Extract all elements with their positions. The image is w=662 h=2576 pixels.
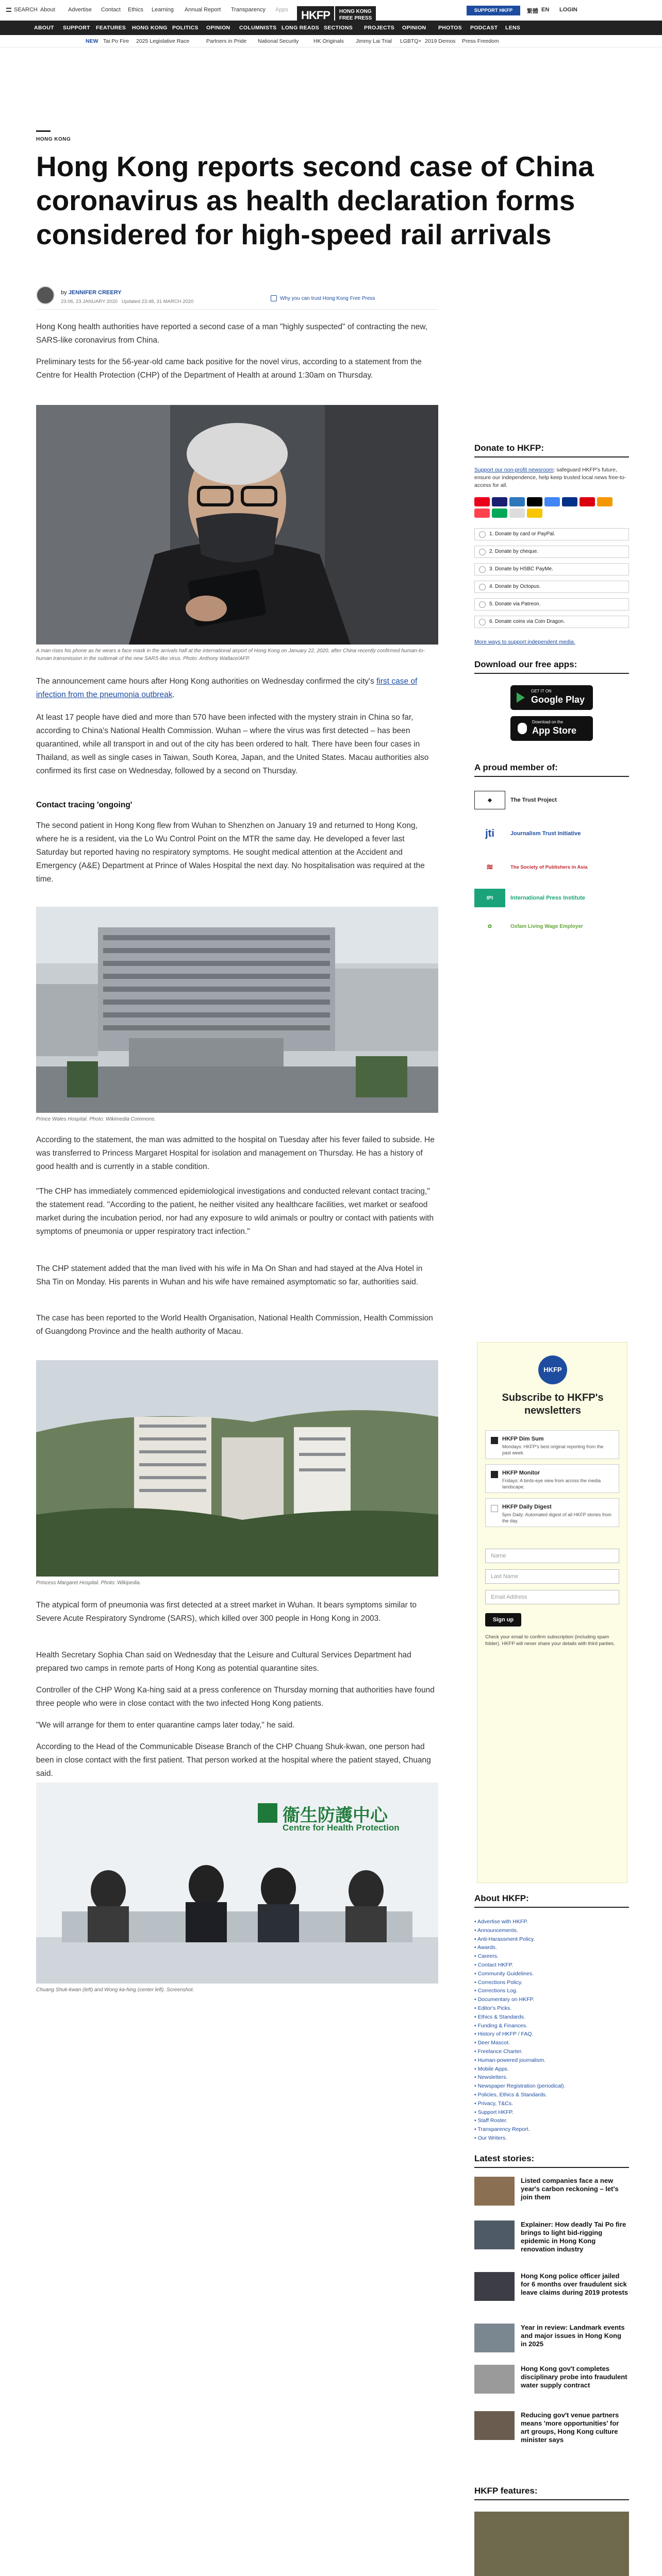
about-link[interactable]: • Staff Roster. bbox=[474, 2117, 508, 2124]
about-link[interactable]: • Documentary on HKFP. bbox=[474, 1996, 535, 2003]
nav-long-reads[interactable]: LONG READS bbox=[282, 25, 320, 31]
princess-margaret-photo bbox=[36, 1360, 438, 1577]
nav-politics[interactable]: POLITICS bbox=[172, 25, 198, 31]
last-name-input[interactable]: Last Name bbox=[485, 1569, 619, 1584]
paragraph: The atypical form of pneumonia was first detected at a street market in Wuhan. It bears symptoms similar to Severe Acute Respiratory Syndrome (SARS), which killed over 300 people in Hong Kong in 2003. bbox=[36, 1601, 417, 1623]
oxfam-logo: ✿ bbox=[487, 923, 492, 929]
proud-title: A proud member of: bbox=[474, 762, 629, 777]
lang-en-link[interactable]: EN bbox=[541, 7, 550, 13]
nav-hong-kong[interactable]: HONG KONG bbox=[132, 25, 168, 31]
paragraph: The CHP statement added that the man lived with his wife in Ma On Shan and had stayed at the Alva Hotel in Sha Tin on Monday. His parents in Wuhan and his wife have remained asymptomatic so far, authorities said. bbox=[36, 1264, 423, 1286]
donate-title: Donate to HKFP: bbox=[474, 443, 629, 457]
paragraph: According to the statement, the man was admitted to the hospital on Tuesday after his fever failed to subside. He was transferred to Princess Margaret Hospital for isolation and management on Thursday. He has a history of good health and is currently in a stable condition. bbox=[36, 1136, 435, 1171]
paragraph: The announcement came hours after Hong Kong authorities on Wednesday confirmed the city's first case of infection from the pneumonia outbreak. bbox=[36, 677, 418, 699]
article-title: Hong Kong reports second case of China coronavirus as health declaration forms considered for high-speed rail arrivals bbox=[36, 150, 594, 250]
paragraph: According to the Head of the Communicable Disease Branch of the CHP Chuang Shuk-kwan, one person had been in close contact with the first patient. That person worked at the hospital where the patient stayed, Chuang said. bbox=[36, 1742, 431, 1778]
story-thumbnail bbox=[474, 2324, 515, 2352]
nav-opinion-2[interactable]: OPINION bbox=[402, 25, 426, 31]
latest-story[interactable]: Listed companies face a new year's carbon reckoning – let's join them bbox=[474, 2177, 629, 2218]
app-store-badge[interactable]: Download on the App Store bbox=[510, 716, 593, 741]
nav-photos[interactable]: PHOTOS bbox=[438, 25, 462, 31]
nav-lens[interactable]: LENS bbox=[505, 25, 521, 31]
features-title: HKFP features: bbox=[474, 2486, 629, 2500]
article-image-hospital bbox=[36, 907, 438, 1113]
payment-logos bbox=[474, 497, 629, 518]
apple-icon bbox=[518, 723, 527, 734]
article-image-airport bbox=[36, 405, 438, 645]
donate-option-payme[interactable]: 3. Donate by HSBC PayMe. bbox=[474, 563, 629, 575]
image-caption: Prince Wales Hospital. Photo: Wikimedia Commons. bbox=[36, 1116, 156, 1122]
about-link[interactable]: • Policies, Ethics & Standards. bbox=[474, 2091, 547, 2098]
email-input[interactable]: Email Address bbox=[485, 1590, 619, 1604]
google-pay-icon bbox=[544, 497, 560, 506]
newsletter-monitor[interactable]: HKFP Monitor Fridays: A birds-eye view from across the media landscape. bbox=[485, 1464, 619, 1493]
about-links bbox=[474, 1918, 629, 2143]
category-label[interactable]: HONG KONG bbox=[36, 137, 71, 142]
nav-about[interactable]: ABOUT bbox=[34, 25, 54, 31]
newsletter-title: Subscribe to HKFP's newsletters bbox=[502, 1392, 604, 1416]
newsletter-logo: HKFP bbox=[538, 1355, 567, 1384]
donate-option-card[interactable]: 1. Donate by card or PayPal. bbox=[474, 528, 629, 540]
member-oxfam[interactable]: ✿ Oxfam Living Wage Employer bbox=[474, 914, 629, 938]
trending-national-security[interactable]: National Security bbox=[258, 38, 299, 44]
about-link[interactable]: • Awards. bbox=[474, 1944, 497, 1951]
nav-columnists[interactable]: COLUMNISTS bbox=[239, 25, 277, 31]
member-sopa[interactable]: ≋ The Society of Publishers in Asia bbox=[474, 855, 629, 879]
about-link[interactable]: • Deer Mascot. bbox=[474, 2040, 510, 2046]
paragraph: Preliminary tests for the 56-year-old came back positive for the novel virus, according to a statement from the Centre for Health Protection (CHP) of the Department of Health at around 1:30am on Thursday. bbox=[36, 358, 422, 380]
latest-story[interactable]: Hong Kong gov't completes disciplinary probe into fraudulent water supply contract bbox=[474, 2365, 629, 2406]
shield-icon bbox=[271, 295, 277, 301]
paragraph: The second patient in Hong Kong flew from Wuhan to Shenzhen on January 19 and returned to Hong Kong, where he is a resident, via the Lo Wu Control Point on the MTR the same day. He developed a fever last Saturday but reported having no respiratory symptoms. He sought medical attention at the Accident and Emergency (A&E) Department at Prince of Wales Hospital the next day. No hospitalisation was required at the time. bbox=[36, 821, 425, 884]
image-caption: Princess Margaret Hospital. Photo: Wikipedia. bbox=[36, 1580, 141, 1586]
topbar-link-contact[interactable]: Contact bbox=[101, 7, 121, 13]
about-link[interactable]: • Ethics & Standards. bbox=[474, 2013, 525, 2020]
story-thumbnail bbox=[474, 2411, 515, 2440]
paragraph: Controller of the CHP Wong Ka-hing said at a press conference on Thursday morning that authorities have found three people who were in close contact with the two infected Hong Kong patients. bbox=[36, 1686, 435, 1708]
topbar-link-about[interactable]: About bbox=[40, 7, 55, 13]
member-trust-project[interactable]: ◆ The Trust Project bbox=[474, 788, 629, 812]
trending-partners-pride[interactable]: Partners in Pride bbox=[206, 38, 247, 44]
topbar-link-annual-report[interactable]: Annual Report bbox=[185, 7, 221, 13]
support-hkfp-button[interactable]: SUPPORT HKFP bbox=[467, 6, 520, 15]
story-thumbnail bbox=[474, 2365, 515, 2394]
about-link[interactable]: • Newspaper Registration (periodical). bbox=[474, 2083, 566, 2090]
play-icon bbox=[517, 692, 525, 703]
story-thumbnail bbox=[474, 2272, 515, 2301]
latest-story[interactable]: Reducing gov't venue partners means 'more opportunities' for art groups, Hong Kong culture minister says bbox=[474, 2411, 629, 2452]
topbar-link-apps[interactable]: Apps bbox=[275, 7, 289, 13]
feature-card[interactable] bbox=[474, 2512, 629, 2576]
paragraph: The case has been reported to the World Health Organisation, National Health Commission, Health Commission of Guangdong Province and the health authority of Macau. bbox=[36, 1314, 433, 1336]
jti-logo: jti bbox=[485, 827, 494, 839]
donate-option-coin-dragon[interactable]: 6. Donate coins via Coin Dragon. bbox=[474, 616, 629, 628]
image-caption: Chuang Shuk-kwan (left) and Wong ka-hing (center left). Screenshot. bbox=[36, 1987, 194, 1993]
trending-bar bbox=[0, 35, 662, 47]
paragraph: Health Secretary Sophia Chan said on Wednesday that the Leisure and Cultural Services Department had prepared two camps in remote parts of Hong Kong as potential quarantine sites. bbox=[36, 1651, 411, 1673]
hkfp-logo[interactable]: HKFP HONG KONG FREE PRESS bbox=[297, 4, 376, 27]
apple-pay-icon bbox=[527, 497, 542, 506]
apps-title: Download our free apps: bbox=[474, 659, 629, 674]
about-link[interactable]: • Announcements. bbox=[474, 1927, 518, 1934]
latest-story[interactable]: Year in review: Landmark events and major issues in Hong Kong in 2025 bbox=[474, 2324, 629, 2365]
author-link[interactable]: JENNIFER CREERY bbox=[68, 290, 122, 296]
donate-option-cheque[interactable]: 2. Donate by cheque. bbox=[474, 546, 629, 558]
topbar-link-transparency[interactable]: Transparency bbox=[231, 7, 266, 13]
about-link[interactable]: • Corrections Policy. bbox=[474, 1979, 523, 1986]
about-link[interactable]: • Contact HKFP. bbox=[474, 1961, 514, 1968]
story-thumbnail bbox=[474, 2177, 515, 2206]
image-caption: A man rises his phone as he wears a face mask in the arrivals hall at the international airport of Hong Kong on January 22, 2020, after China recently confirmed human-to-human transmission in the outbreak of the new SARS-like virus. Photo: Anthony Wallace/AFP. bbox=[36, 648, 425, 662]
paragraph: Hong Kong health authorities have reported a second case of a man "highly suspected" of contracting the new, SARS-like coronavirus from China. bbox=[36, 323, 427, 345]
newsletter-daily-digest[interactable]: HKFP Daily Digest 5pm Daily: Automated digest of all HKFP stories from the day. bbox=[485, 1498, 619, 1527]
patreon-icon bbox=[474, 509, 490, 518]
topbar-link-advertise[interactable]: Advertise bbox=[68, 7, 92, 13]
donate-text: Support our non-profit newsroom: safeguard HKFP's future, ensure our independence, help keep trusted local news free-to-access for all. bbox=[474, 467, 626, 488]
nav-support[interactable]: SUPPORT bbox=[63, 25, 90, 31]
checkbox-icon[interactable] bbox=[491, 1471, 498, 1478]
topbar-link-learning[interactable]: Learning bbox=[152, 7, 174, 13]
new-badge: NEW bbox=[86, 38, 98, 44]
about-link[interactable]: • Advertise with HKFP. bbox=[474, 1919, 528, 1925]
hospital-photo bbox=[36, 907, 438, 1113]
google-play-badge[interactable]: GET IT ON Google Play bbox=[510, 685, 593, 710]
newsletter-note: Check your email to confirm subscription (including spam folder). HKFP will never share your details with third parties. bbox=[485, 1634, 615, 1647]
published-date: 23:06, 23 JANUARY 2020 bbox=[61, 299, 118, 304]
about-link[interactable]: • Transparency Report. bbox=[474, 2126, 530, 2133]
paragraph: At least 17 people have died and more than 570 have been infected with the mystery strain in China so far, according to China's National Health Commission. Wuhan – where the virus was first detected – has been quarantined, while all transport in and out of the city has been ordered to halt. There have been four cases in Thailand, as well as single cases in Taiwan, South Korea, Japan, and the United States. Macau authorities also confirmed its first case on Wednesday, followed by a second on Thursday. bbox=[36, 713, 429, 775]
fps-icon bbox=[492, 509, 507, 518]
paragraph: "The CHP has immediately commenced epidemiological investigations and conducted relevant contact tracing," the statement read. "According to the patient, he neither visited any healthcare facilities, wet market or seafood market during the incubation period, nor had any exposure to wild animals or poultry or contact with patients with symptoms of pneumonia or upper respiratory tract infection." bbox=[36, 1187, 434, 1236]
chp-sign-chinese: 衞生防護中心 bbox=[283, 1806, 388, 1825]
checkbox-icon[interactable] bbox=[491, 1437, 498, 1444]
masked-man-photo bbox=[36, 405, 438, 645]
about-link[interactable]: • Anti-Harassment Policy. bbox=[474, 1936, 535, 1942]
ipi-logo: IPI bbox=[474, 889, 505, 907]
article-image-press-conference bbox=[36, 1783, 438, 1984]
paragraph: "We will arrange for them to enter quarantine camps later today," he said. bbox=[36, 1721, 295, 1730]
chp-sign-english: Centre for Health Protection bbox=[283, 1823, 400, 1833]
mastercard-icon bbox=[474, 497, 490, 506]
why-trust-link[interactable]: Why you can trust Hong Kong Free Press bbox=[271, 295, 375, 301]
more-ways-link[interactable]: More ways to support independent media. bbox=[474, 639, 575, 645]
about-link[interactable]: • Careers. bbox=[474, 1953, 499, 1960]
latest-title: Latest stories: bbox=[474, 2154, 629, 2168]
donate-option-patreon[interactable]: 5. Donate via Patreon. bbox=[474, 598, 629, 611]
updated-date: Updated 23:48, 31 MARCH 2020 bbox=[121, 299, 194, 304]
subheading: Contact tracing 'ongoing' bbox=[36, 801, 133, 809]
sign-up-button[interactable]: Sign up bbox=[485, 1613, 521, 1626]
about-link[interactable]: • Newsletters. bbox=[474, 2074, 508, 2081]
donate-option-octopus[interactable]: 4. Donate by Octopus. bbox=[474, 581, 629, 593]
about-link[interactable]: • Community Guidelines. bbox=[474, 1970, 534, 1977]
trending-press-freedom[interactable]: Press Freedom bbox=[462, 38, 499, 44]
trending-tai-po-fire[interactable]: Tai Po Fire bbox=[103, 38, 129, 44]
hamburger-icon bbox=[6, 8, 11, 12]
member-jti[interactable]: jti Journalism Trust Initiative bbox=[474, 822, 629, 845]
author-avatar[interactable] bbox=[36, 286, 55, 304]
octopus-icon bbox=[597, 497, 613, 506]
newsletter-signup bbox=[477, 1342, 627, 1883]
about-link[interactable]: • Mobile Apps. bbox=[474, 2065, 509, 2072]
sopa-logo: ≋ bbox=[486, 863, 493, 872]
topbar-link-ethics[interactable]: Ethics bbox=[128, 7, 143, 13]
first-name-input[interactable]: Name bbox=[485, 1549, 619, 1563]
about-link[interactable]: • Editor's Picks. bbox=[474, 2005, 512, 2011]
checkbox-icon[interactable] bbox=[491, 1505, 498, 1512]
nonprofit-link[interactable]: Support our non-profit newsroom bbox=[474, 467, 554, 473]
about-link[interactable]: • History of HKFP / FAQ. bbox=[474, 2031, 534, 2038]
about-title: About HKFP: bbox=[474, 1893, 629, 1908]
newsletter-dim-sum[interactable]: HKFP Dim Sum Mondays: HKFP's best original reporting from the past week. bbox=[485, 1430, 619, 1459]
nav-opinion[interactable]: OPINION bbox=[206, 25, 230, 31]
about-link[interactable]: • Privacy, T&Cs. bbox=[474, 2100, 514, 2107]
lang-zh-link[interactable]: 繁體 bbox=[527, 8, 538, 14]
login-link[interactable]: LOGIN bbox=[559, 7, 577, 13]
story-thumbnail bbox=[474, 2221, 515, 2249]
about-link[interactable]: • Human-powered journalism. bbox=[474, 2057, 545, 2063]
trending-2019-demos[interactable]: 2019 Demos bbox=[425, 38, 456, 44]
trending-hk-originals[interactable]: HK Originals bbox=[313, 38, 344, 44]
nav-projects[interactable]: PROJECTS bbox=[364, 25, 394, 31]
latest-story[interactable]: Hong Kong police officer jailed for 6 months over fraudulent sick leave claims during 2019 protests bbox=[474, 2272, 629, 2313]
amex-icon bbox=[509, 497, 525, 506]
visa-icon bbox=[492, 497, 507, 506]
feature-image bbox=[474, 2512, 629, 2576]
about-link[interactable]: • Funding & Finances. bbox=[474, 2022, 527, 2029]
cheque-icon bbox=[509, 509, 525, 518]
about-link[interactable]: • Corrections Log. bbox=[474, 1988, 518, 1994]
search-link[interactable]: SEARCH bbox=[6, 7, 38, 13]
member-ipi[interactable]: IPI International Press Institute bbox=[474, 886, 629, 910]
latest-story[interactable]: Explainer: How deadly Tai Po fire brings to light bid-rigging epidemic in Hong Kong renovation industry bbox=[474, 2221, 629, 2262]
donate-section bbox=[474, 443, 629, 457]
article-image-princess-margaret bbox=[36, 1360, 438, 1577]
about-link[interactable]: • Freelance Charter. bbox=[474, 2048, 523, 2055]
paypal-icon bbox=[562, 497, 577, 506]
trending-lgbtq[interactable]: LGBTQ+ bbox=[400, 38, 422, 44]
nav-sections[interactable]: SECTIONS bbox=[324, 25, 353, 31]
trust-project-logo: ◆ bbox=[474, 791, 505, 809]
payme-icon bbox=[580, 497, 595, 506]
category-rule bbox=[36, 130, 51, 132]
about-link[interactable]: • Support HKFP. bbox=[474, 2109, 514, 2115]
first-case-link[interactable]: first case of infection from the pneumonia outbreak bbox=[36, 677, 418, 699]
coin-dragon-icon bbox=[527, 509, 542, 518]
nav-podcast[interactable]: PODCAST bbox=[470, 25, 498, 31]
about-link[interactable]: • Our Writers. bbox=[474, 2134, 507, 2141]
nav-features[interactable]: FEATURES bbox=[96, 25, 126, 31]
trending-jimmy-lai[interactable]: Jimmy Lai Trial bbox=[356, 38, 392, 44]
trending-legco-race[interactable]: 2025 Legislative Race bbox=[136, 38, 190, 44]
